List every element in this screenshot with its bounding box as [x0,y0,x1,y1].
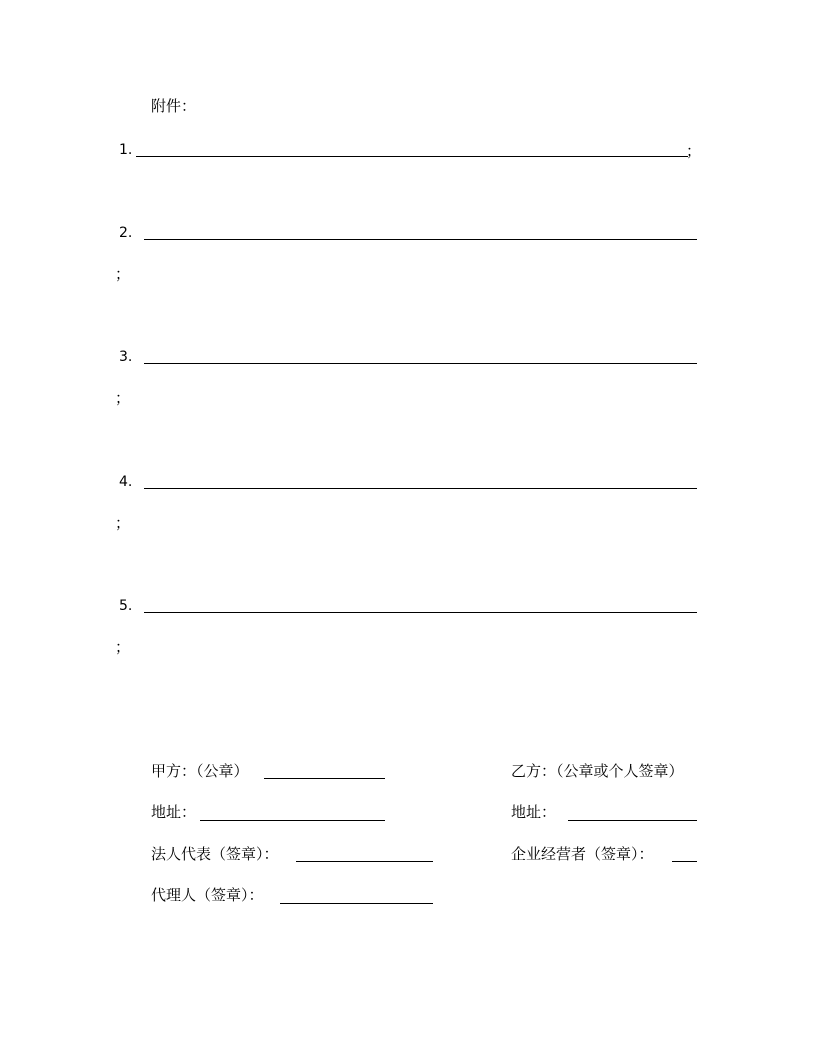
item-4-number: 4. [119,474,133,490]
party-a-agent-line [280,903,433,904]
party-a-address-line [200,820,385,821]
party-a-legal-rep-label: 法人代表（签章）： [151,845,279,863]
item-5-semicolon: ； [115,638,131,656]
item-5-blank-line [144,612,697,613]
item-2-blank-line [144,239,697,240]
item-1-blank-line [136,156,688,157]
item-3-semicolon: ； [115,389,131,407]
party-b-address-label: 地址： [511,803,557,821]
item-3-number: 3. [119,349,133,365]
party-a-legal-rep-line [296,861,433,862]
item-3-blank-line [144,363,697,364]
item-5-number: 5. [119,598,133,614]
item-2-semicolon: ； [115,265,131,283]
party-b-operator-line [672,861,697,862]
party-b-address-line [568,820,697,821]
party-a-agent-label: 代理人（签章）： [151,886,264,904]
item-4-semicolon: ； [115,514,131,532]
item-1-number: 1. [119,142,133,158]
party-b-label: 乙方：（公章或个人签章） [511,762,684,780]
item-1-semicolon: ； [686,142,702,160]
item-4-blank-line [144,488,697,489]
item-2-number: 2. [119,225,133,241]
attachment-heading: 附件： [151,97,197,115]
party-b-operator-label: 企业经营者（签章）： [511,845,654,863]
party-a-label: 甲方：（公章） [151,762,249,780]
party-a-address-label: 地址： [151,803,197,821]
party-a-seal-line [264,778,385,779]
